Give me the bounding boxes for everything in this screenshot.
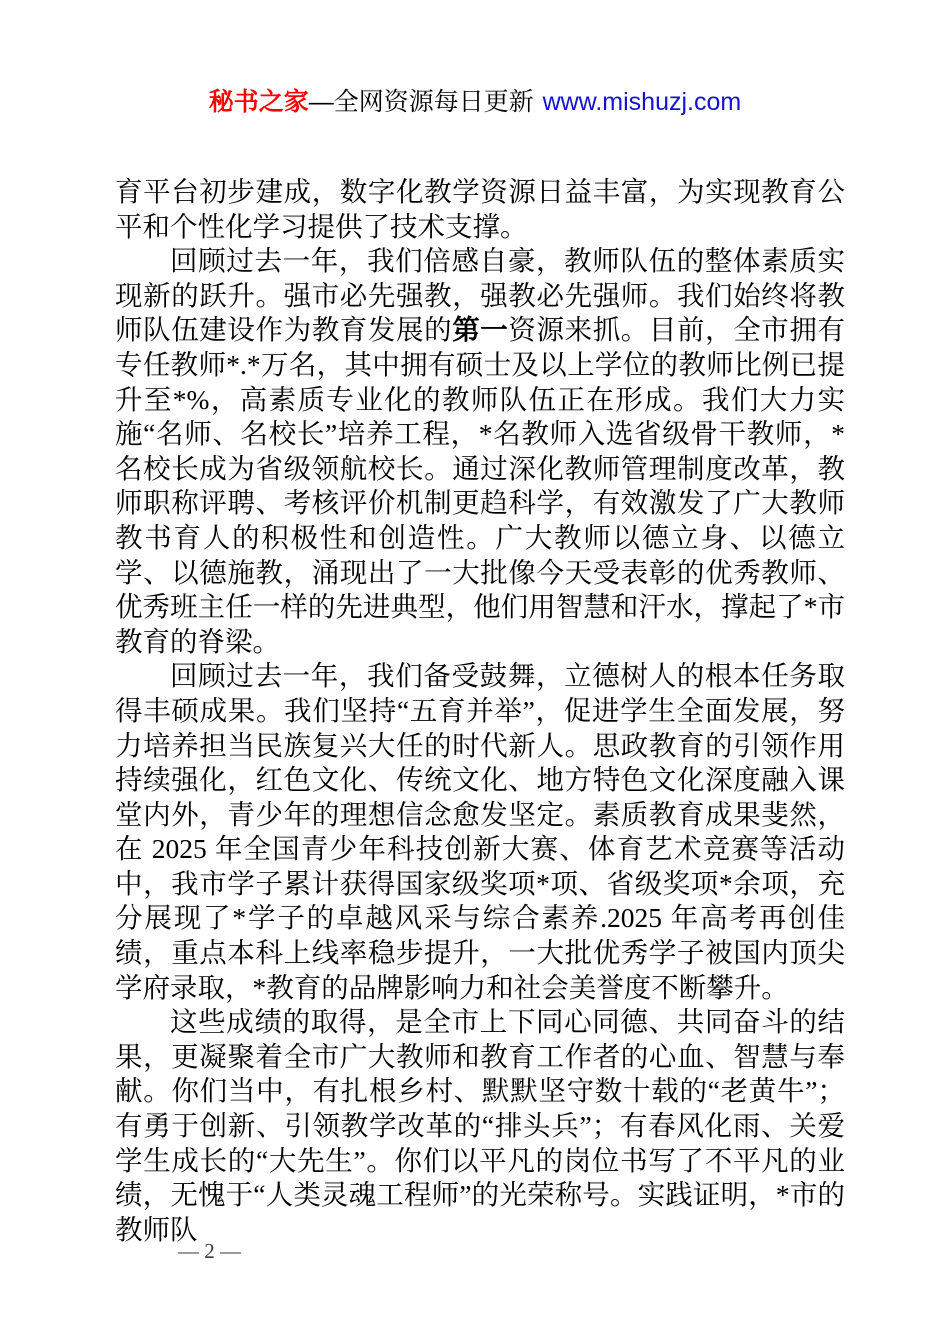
site-url-link[interactable]: www.mishuzj.com: [542, 88, 742, 116]
site-brand: 秘书之家: [208, 88, 309, 116]
page-number: — 2 —: [178, 1239, 241, 1263]
document-body: [115, 175, 845, 1247]
paragraph-students: [115, 659, 845, 1005]
paragraph-teachers: [115, 244, 845, 659]
bold-emphasis: 第一: [452, 314, 509, 346]
paragraph-text: 育平台初步建成，数字化教学资源日益丰富，为实现教育公平和个性化学习提供了技术支撑。: [115, 176, 845, 242]
paragraph-text: 回顾过去一年，我们倍感自豪，教师队伍的整体素质实现新的跃升。强市必先强教，强教必先强师。我们始终将教师队伍建设作为教育发展的: [115, 245, 845, 346]
paragraph-continuation: [115, 175, 845, 244]
paragraph-text: 回顾过去一年，我们备受鼓舞，立德树人的根本任务取得丰硕成果。我们坚持“五育并举”，促进学生全面发展，努力培养担当民族复兴大任的时代新人。思政教育的引领作用持续强化，红色文化、传统文化、地方特色文化深度融入课堂内外，青少年的理想信念愈发坚定。素质教育成果斐然，在 2025 年全国青少年科技创新大赛、体育艺术竞赛等活动中，我市学子累计获得国家级奖项*项、省级奖项*余项，充分展现了*学子的卓越风采与综合素养.2025 年高考再创佳绩，重点本科上线率稳步提升，一大批优秀学子被国内顶尖学府录取，*教育的品牌影响力和社会美誉度不断攀升。: [115, 660, 845, 1003]
paragraph-text: 这些成绩的取得，是全市上下同心同德、共同奋斗的结果，更凝聚着全市广大教师和教育工作者的心血、智慧与奉献。你们当中，有扎根乡村、默默坚守数十载的“老黄牛”；有勇于创新、引领教学改革的“排头兵”；有春风化雨、关爱学生成长的“大先生”。你们以平凡的岗位书写了不平凡的业绩，无愧于“人类灵魂工程师”的光荣称号。实践证明，*市的教师队: [115, 1006, 845, 1245]
site-tagline: —全网资源每日更新: [308, 88, 534, 116]
paragraph-text: 资源来抓。目前，全市拥有专任教师*.*万名，其中拥有硕士及以上学位的教师比例已提升至*%，高素质专业化的教师队伍正在形成。我们大力实施“名师、名校长”培养工程，*名教师入选省级骨干教师，*名校长成为省级领航校长。通过深化教师管理制度改革，教师职称评聘、考核评价机制更趋科学，有效激发了广大教师教书育人的积极性和创造性。广大教师以德立身、以德立学、以德施教，涌现出了一大批像今天受表彰的优秀教师、优秀班主任一样的先进典型，他们用智慧和汗水，撑起了*市教育的脊梁。: [115, 314, 846, 657]
paragraph-gratitude: [115, 1005, 845, 1247]
site-watermark-header: [0, 86, 950, 118]
